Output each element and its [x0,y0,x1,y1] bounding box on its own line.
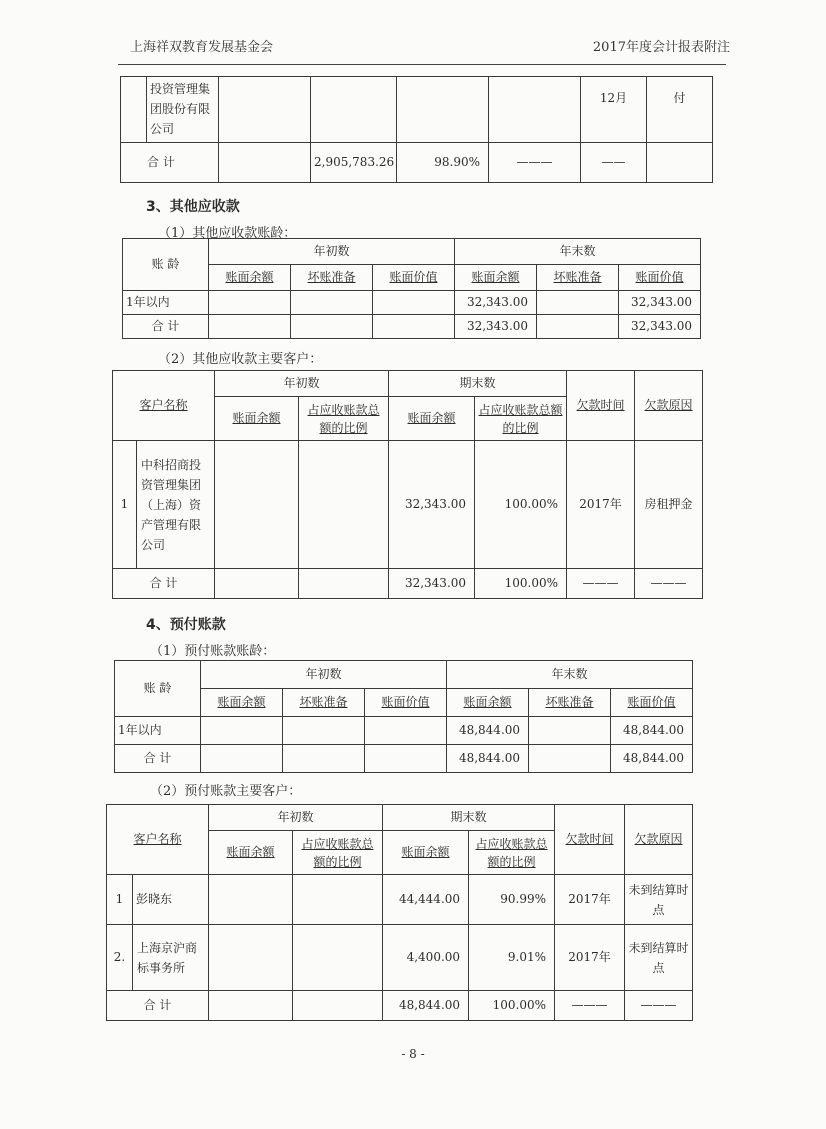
begin-header: 年初数 [215,371,389,397]
end-ratio: 9.01% [469,925,555,991]
total-label: 合 计 [123,315,209,339]
end-balance-header: 账面余额 [383,831,469,875]
header-org-name: 上海祥双教育发展基金会 [130,40,274,55]
begin-value-header: 账面价值 [373,265,455,291]
total-label: 合 计 [115,745,201,773]
header-rule [118,64,726,65]
row-index: 1 [113,441,137,569]
end-ratio-header: 占应收账款总额的比例 [475,397,567,441]
reason-header: 欠款原因 [625,805,693,875]
total-amount: 48,844.00 [383,991,469,1021]
row-index: 1 [107,875,133,925]
total-end-balance: 48,844.00 [447,745,529,773]
end-header: 年末数 [447,661,693,689]
header-report-title: 2017年度会计报表附注 [592,40,730,55]
end-value-header: 账面价值 [619,265,701,291]
section3-sub1: （1）其他应收款账龄： [158,226,297,241]
total-end-value: 48,844.00 [611,745,693,773]
top-continuation-table [120,76,713,183]
customer-name: 中科招商投资管理集团（上海）资产管理有限公司 [137,441,215,569]
begin-balance-header: 账面余额 [201,689,283,717]
reason-header: 欠款原因 [635,371,703,441]
section3-title: 3、其他应收款 [146,199,240,215]
end-balance-header: 账面余额 [447,689,529,717]
end-balance: 4,400.00 [383,925,469,991]
debt-time: 2017年 [555,875,625,925]
begin-value-header: 账面价值 [365,689,447,717]
begin-header: 年初数 [209,805,383,831]
time-header: 欠款时间 [567,371,635,441]
total-time: ——— [489,143,581,183]
row-label: 1年以内 [123,291,209,315]
total-pct: 98.90% [397,143,489,183]
begin-balance-header: 账面余额 [209,265,291,291]
end-header: 期末数 [389,371,567,397]
total-time: ——— [555,991,625,1021]
row-end-value: 32,343.00 [619,291,701,315]
total-end-balance: 32,343.00 [455,315,537,339]
total-reason: ——— [625,991,693,1021]
end-header: 期末数 [383,805,555,831]
age-header: 账 龄 [115,661,201,717]
section4-sub2: （2）预付账款主要客户： [150,784,302,799]
total-label: 合 计 [113,569,215,599]
total-end-value: 32,343.00 [619,315,701,339]
begin-ratio-header: 占应收账款总额的比例 [293,831,383,875]
end-provision-header: 坏账准备 [537,265,619,291]
total-label: 合 计 [107,991,209,1021]
row-end-value: 48,844.00 [611,717,693,745]
end-header: 年末数 [455,239,701,265]
customer-table-other-receivables [112,370,703,599]
end-balance-header: 账面余额 [389,397,475,441]
begin-provision-header: 坏账准备 [291,265,373,291]
row-end-balance: 48,844.00 [447,717,529,745]
total-reason: ——— [635,569,703,599]
total-pct: 100.00% [469,991,555,1021]
section4-title: 4、预付账款 [146,617,226,633]
row-end-balance: 32,343.00 [455,291,537,315]
reason-cell: 付 [647,77,713,143]
customer-name: 上海京沪商标事务所 [133,925,209,991]
time-header: 欠款时间 [555,805,625,875]
section3-sub2: （2）其他应收款主要客户： [158,352,323,367]
customer-table-prepaid [106,804,693,1021]
row-index: 2. [107,925,133,991]
debt-reason: 未到结算时点 [625,925,693,991]
age-header: 账 龄 [123,239,209,291]
begin-balance-header: 账面余额 [209,831,293,875]
aging-table-prepaid [114,660,693,773]
debt-reason: 房租押金 [635,441,703,569]
end-balance: 32,343.00 [389,441,475,569]
begin-header: 年初数 [209,239,455,265]
total-time: ——— [567,569,635,599]
customer-name-header: 客户名称 [107,805,209,875]
end-provision-header: 坏账准备 [529,689,611,717]
customer-name-cell: 投资管理集团股份有限公司 [147,77,219,143]
end-ratio: 90.99% [469,875,555,925]
end-ratio: 100.00% [475,441,567,569]
total-amount: 32,343.00 [389,569,475,599]
total-amount: 2,905,783.26 [311,143,397,183]
end-ratio-header: 占应收账款总额的比例 [469,831,555,875]
customer-name-header: 客户名称 [113,371,215,441]
customer-name: 彭晓东 [133,875,209,925]
begin-ratio-header: 占应收账款总额的比例 [299,397,389,441]
section4-sub1: （1）预付账款账龄： [150,644,276,659]
page-number: - 8 - [401,1047,425,1061]
aging-table-other-receivables [122,238,701,339]
total-pct: 100.00% [475,569,567,599]
row-label: 1年以内 [115,717,201,745]
time-cell: 12月 [581,77,647,143]
end-balance-header: 账面余额 [455,265,537,291]
debt-time: 2017年 [555,925,625,991]
begin-balance-header: 账面余额 [215,397,299,441]
debt-reason: 未到结算时点 [625,875,693,925]
end-balance: 44,444.00 [383,875,469,925]
debt-time: 2017年 [567,441,635,569]
end-value-header: 账面价值 [611,689,693,717]
total-reason: —— [581,143,647,183]
begin-provision-header: 坏账准备 [283,689,365,717]
index-cell [121,77,147,143]
begin-header: 年初数 [201,661,447,689]
total-label: 合 计 [121,143,219,183]
